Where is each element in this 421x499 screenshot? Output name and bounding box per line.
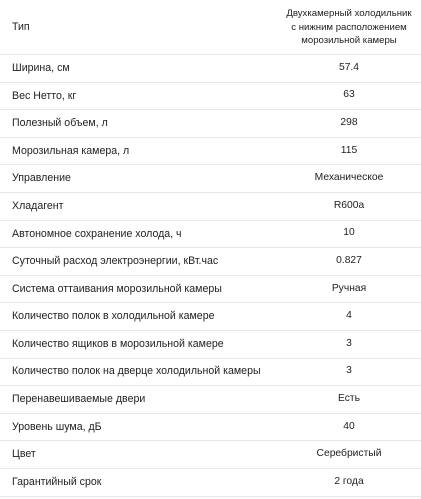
spec-label: Цвет [12, 448, 36, 461]
spec-label: Количество ящиков в морозильной камере [12, 337, 224, 350]
spec-value: Ручная [331, 282, 367, 294]
spec-label: Полезный объем, л [12, 117, 108, 130]
spec-label: Морозильная камера, л [12, 144, 130, 157]
spec-label: Уровень шума, дБ [12, 420, 102, 433]
spec-value: 3 [346, 337, 352, 349]
spec-row-fridge-shelves [0, 303, 421, 331]
spec-row-reversible-doors [0, 386, 421, 414]
spec-row-freezer-volume [0, 138, 421, 166]
spec-row-color [0, 441, 421, 469]
spec-value: 57.4 [338, 61, 360, 73]
spec-row-energy-consumption [0, 248, 421, 276]
spec-row-noise-level [0, 414, 421, 442]
spec-row-useful-volume [0, 110, 421, 138]
spec-row-freezer-drawers [0, 331, 421, 359]
spec-value: 115 [340, 144, 358, 156]
spec-label: Управление [12, 172, 71, 185]
spec-row-control [0, 165, 421, 193]
spec-label: Гарантийный срок [12, 475, 102, 488]
spec-value: R600a [333, 199, 365, 211]
spec-label: Автономное сохранение холода, ч [12, 227, 182, 240]
spec-value: Серебристый [316, 448, 382, 460]
spec-row-autonomous-cold [0, 221, 421, 249]
spec-label: Тип [12, 20, 30, 33]
spec-value: 40 [343, 420, 355, 432]
spec-row-refrigerant [0, 193, 421, 221]
spec-row-defrost-system [0, 276, 421, 304]
spec-value: 63 [343, 89, 355, 101]
spec-row-door-shelves [0, 359, 421, 387]
spec-value: Есть [338, 392, 360, 404]
spec-label: Система оттаивания морозильной камеры [12, 282, 222, 295]
spec-value: Двухкамерный холодильник с нижним расположением морозильной камеры [286, 7, 412, 47]
spec-label: Вес Нетто, кг [12, 89, 77, 102]
spec-value: 2 года [334, 475, 364, 487]
spec-label: Ширина, см [12, 61, 70, 74]
spec-value: 298 [340, 117, 358, 129]
spec-label: Количество полок на дверце холодильной камеры [12, 365, 261, 378]
spec-value: Механическое [314, 172, 384, 184]
spec-value: 0.827 [336, 254, 362, 266]
spec-row-net-weight [0, 83, 421, 111]
spec-row-type [0, 0, 421, 55]
spec-value: 3 [346, 365, 352, 377]
spec-label: Количество полок в холодильной камере [12, 310, 215, 323]
spec-value: 4 [346, 310, 352, 322]
spec-label: Перенавешиваемые двери [12, 393, 146, 406]
spec-label: Суточный расход электроэнергии, кВт.час [12, 255, 219, 268]
spec-label: Хладагент [12, 199, 64, 212]
spec-row-warranty [0, 469, 421, 497]
spec-row-width [0, 55, 421, 83]
spec-value: 10 [343, 227, 355, 239]
